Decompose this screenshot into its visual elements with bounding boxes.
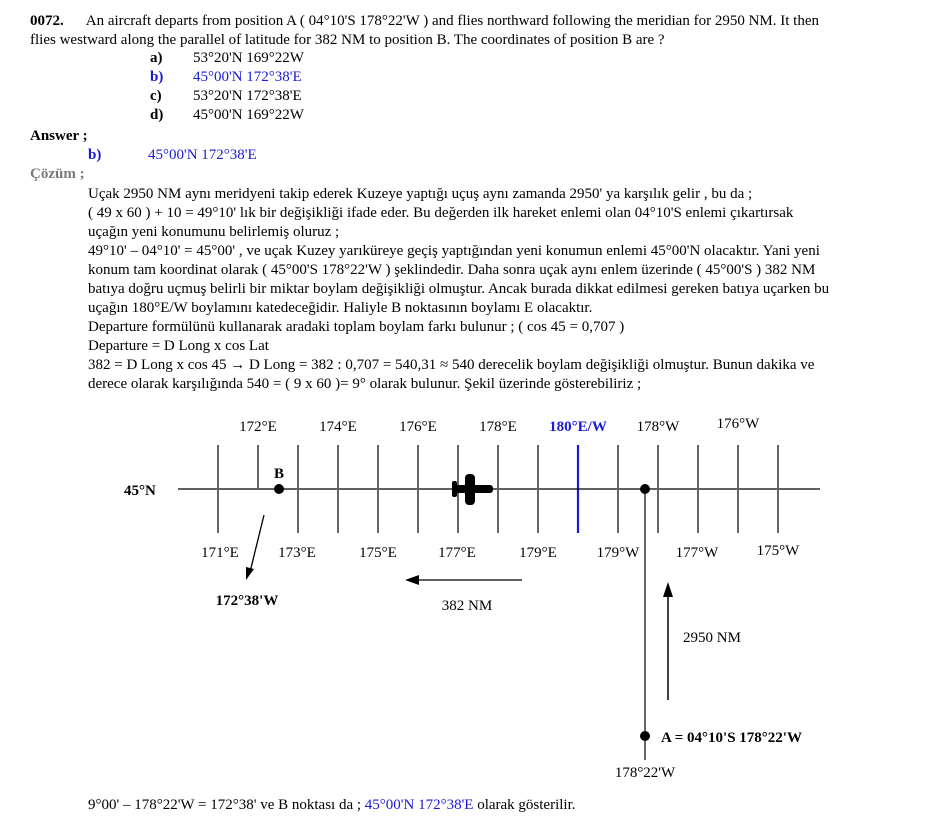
bottom-label-177w: 177°W — [675, 545, 719, 561]
option-b-letter: b) — [150, 69, 164, 85]
latitude-label: 45°N — [124, 483, 156, 499]
bottom-label-175e: 175°E — [359, 545, 397, 561]
final-result — [88, 797, 576, 814]
point-turn — [640, 484, 650, 494]
final-suffix: olarak gösterilir. — [473, 797, 576, 813]
final-highlight: 45°00'N 172°38'E — [364, 797, 474, 813]
bottom-label-177e: 177°E — [438, 545, 476, 561]
solution-line: batıya doğru uçmuş belirli bir miktar boylam değişikliği olmuştur. Ancak burada dikkat edilmesi gereken batıya uçarken bu — [88, 281, 830, 297]
solution-line: derece olarak karşılığında 540 = ( 9 x 60 )= 9° olarak bulunur. Şekil üzerinde gösterebiliriz ; — [88, 376, 642, 392]
top-label-180ew: 180°E/W — [549, 419, 607, 435]
bottom-label-175w: 175°W — [756, 543, 800, 559]
point-a-label: A = 04°10'S 178°22'W — [661, 730, 802, 746]
bottom-label-173e: 173°E — [278, 545, 316, 561]
top-label-172e: 172°E — [239, 419, 277, 435]
solution-line: uçağın yeni konumunu belirlemiş oluruz ; — [88, 224, 340, 240]
option-d-letter: d) — [150, 107, 164, 123]
solution-line: 382 = D Long x cos 45 → D Long = 382 : 0,707 = 540,31 ≈ 540 derecelik boylam değişikliği olmuştur. Bunun dakika ve — [88, 357, 815, 373]
option-a-letter: a) — [150, 50, 163, 66]
west-arrow-head — [405, 575, 419, 585]
top-label-178e: 178°E — [479, 419, 517, 435]
b-arrow-head — [246, 567, 254, 580]
option-c-letter: c) — [150, 88, 162, 104]
option-b-text: 45°00'N 172°38'E — [193, 69, 302, 85]
distance-north-label: 2950 NM — [683, 630, 741, 646]
top-label-176w: 176°W — [716, 416, 760, 432]
final-prefix: 9°00' – 178°22'W = 172°38' ve B noktası da ; — [88, 797, 365, 813]
solution-line: ( 49 x 60 ) + 10 = 49°10' lık bir değişikliği ifade eder. Bu değerden ilk hareket enlemi olan 04°10'S enlemi çıkartırsak — [88, 205, 794, 221]
bottom-label-179w: 179°W — [596, 545, 640, 561]
solution-line: Departure = D Long x cos Lat — [88, 338, 269, 354]
option-c-text: 53°20'N 172°38'E — [193, 88, 302, 104]
point-b — [274, 484, 284, 494]
question-number: 0072. — [30, 13, 64, 29]
top-label-176e: 176°E — [399, 419, 437, 435]
top-label-178w: 178°W — [636, 419, 680, 435]
solution-line: 49°10' – 04°10' = 45°00' , ve uçak Kuzey yarıküreye geçiş yaptığından yeni konumun enlemi 45°00'N olacaktır. Yani yeni — [88, 243, 820, 259]
answer-text: 45°00'N 172°38'E — [148, 147, 257, 163]
distance-west-label: 382 NM — [441, 598, 493, 614]
point-a — [640, 731, 650, 741]
bottom-label-179e: 179°E — [519, 545, 557, 561]
solution-label: Çözüm ; — [30, 166, 85, 182]
solution-line: Uçak 2950 NM aynı meridyeni takip ederek Kuzeye yaptığı uçuş aynı zamanda 2950' ya karşılık gelir , bu da ; — [88, 186, 753, 202]
question-text-line2: flies westward along the parallel of latitude for 382 NM to position B. The coordinates of position B are ? — [30, 32, 665, 48]
option-a-text: 53°20'N 169°22W — [193, 50, 304, 66]
solution-line: uçağın 180°E/W boylamını katedeceğidir. Haliyle B noktasının boylamı E olacaktır. — [88, 300, 593, 316]
answer-letter: b) — [88, 147, 102, 163]
north-arrow-head — [663, 582, 673, 597]
top-label-174e: 174°E — [319, 419, 357, 435]
a-longitude-label: 178°22'W — [614, 765, 676, 781]
bottom-label-171e: 171°E — [201, 545, 239, 561]
option-d-text: 45°00'N 169°22W — [193, 107, 304, 123]
solution-line: konum tam koordinat olarak ( 45°00'S 178°22'W ) şeklindedir. Daha sonra uçak aynı enlem üzerinde ( 45°00'S ) 382 NM — [88, 262, 816, 278]
answer-label: Answer ; — [30, 128, 88, 144]
solution-line: Departure formülünü kullanarak aradaki toplam boylam farkı bulunur ; ( cos 45 = 0,707 ) — [88, 319, 625, 335]
b-longitude-label: 172°38'W — [215, 593, 279, 609]
question-text-line1: An aircraft departs from position A ( 04°10'S 178°22'W ) and flies northward following the meridian for 2950 NM. It then — [85, 13, 819, 29]
point-b-label: B — [274, 466, 285, 482]
